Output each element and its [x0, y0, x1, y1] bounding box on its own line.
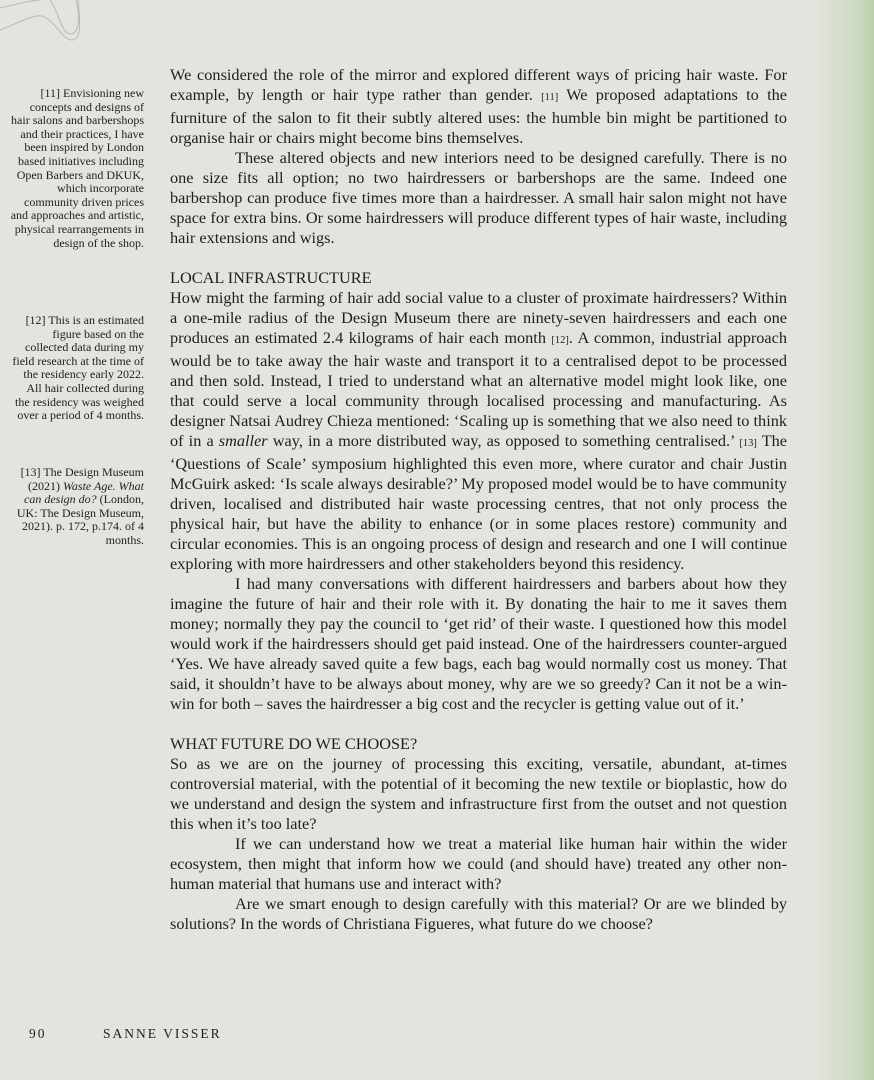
page-number: 90	[29, 1026, 47, 1041]
section-heading: LOCAL INFRASTRUCTURE	[170, 268, 372, 287]
footnote-13	[10, 466, 144, 548]
body-text	[170, 65, 787, 934]
footnote-ref: [13]	[739, 438, 757, 449]
text: We proposed adaptations to the furniture of the salon to fit their subtly altered uses: the humble bin might be partitioned to organise hair or chairs might become bins themselves.	[170, 85, 787, 147]
text: way, in a more distributed way, as opposed to something centralised.’	[267, 431, 740, 450]
footnote-12: [12] This is an estimated figure based on the collected data during my field research at the time of the residency early 2022. All hair collected during the residency was weighed over a period of 4 months.	[12, 313, 144, 423]
paragraph	[170, 65, 787, 148]
paragraph: I had many conversations with different hairdressers and barbers about how they imagine the future of hair and their role with it. By donating the hair to me it saves them money; normally they pay the council to ‘get rid’ of their waste. I questioned how this model would work if the hairdressers should get paid instead. One of the hairdressers counter-argued ‘Yes. We have already saved quite a few bags, each bag would normally cost us money. That said, it shouldn’t have to be always about money, why are we so greedy? Can it not be a win-win for both – saves the hairdresser a big cost and the recycler is getting value out of it.’	[170, 574, 787, 713]
footnote-13-text: [13] The Design Museum (2021)	[20, 465, 144, 493]
footnote-ref: [11]	[541, 92, 559, 103]
running-footer-author: SANNE VISSER	[103, 1026, 222, 1041]
text: . A common, industrial approach would be to take away the hair waste and transport it to a centralised depot to be processed and then sold. Instead, I tried to understand what an alternative model might look like, one that could serve a local community through localised processing and manufacturing. As designer Natsai Audrey Chieza mentioned: ‘Scaling up is something that we also need to think of in a	[170, 328, 787, 450]
footnote-13-title: Waste Age. What can design do?	[24, 478, 144, 507]
paragraph	[170, 288, 787, 574]
footnote-13-rest: (London, UK: The Design Museum, 2021). p. 172, p.174. of 4 months.	[16, 492, 144, 547]
footnote-11: [11] Envisioning new concepts and designs of hair salons and barbershops and their practices, I have been inspired by London based initiatives including Open Barbers and DKUK, which incorporate community driven prices and approaches and artistic, physical rearrangements in design of the shop.	[10, 86, 144, 250]
italic-text: smaller	[218, 431, 268, 450]
paragraph: Are we smart enough to design carefully with this material? Or are we blinded by solutions? In the words of Christiana Figueres, what future do we choose?	[170, 894, 787, 933]
page-edge-gradient	[814, 0, 874, 1080]
text: How might the farming of hair add social value to a cluster of proximate hairdressers? Within a one-mile radius of the Design Museum there are ninety-seven hairdressers and each one produces an estimated 2.4 kilograms of hair each month	[170, 288, 787, 347]
section-heading: WHAT FUTURE DO WE CHOOSE?	[170, 734, 418, 753]
text: We considered the role of the mirror and explored different ways of pricing hair waste. For example, by length or hair type rather than gender.	[170, 65, 787, 104]
paragraph: These altered objects and new interiors need to be designed carefully. There is no one size fits all option; no two hairdressers or barbershops are the same. Indeed one barbershop can produce five times more than a hairdresser. A small hair salon might not have space for extra bins. Or some hairdressers will produce different types of hair waste, including hair extensions and wigs.	[170, 148, 787, 247]
paragraph: So as we are on the journey of processing this exciting, versatile, abundant, at-times controversial material, with the potential of it becoming the new textile or bioplastic, how do we understand and design the system and infrastructure first from the outset and not question this when it’s too late?	[170, 754, 787, 833]
hair-line-decoration	[0, 0, 150, 45]
text: The ‘Questions of Scale’ symposium highlighted this even more, where curator and chair Justin McGuirk asked: ‘Is scale always desirable?’ My proposed model would be to have community driven, localised and distributed hair waste processing centres, that not only process the physical hair, but have the ability to enhance (or in some places restore) community and circular economies. This is an ongoing process of design and research and one I will continue exploring with more hairdressers and other stakeholders beyond this residency.	[170, 431, 788, 573]
paragraph: If we can understand how we treat a material like human hair within the wider ecosystem, then might that inform how we could (and should have) treated any other non-human material that humans use and interact with?	[170, 834, 787, 893]
footnote-ref: [12]	[551, 335, 569, 346]
